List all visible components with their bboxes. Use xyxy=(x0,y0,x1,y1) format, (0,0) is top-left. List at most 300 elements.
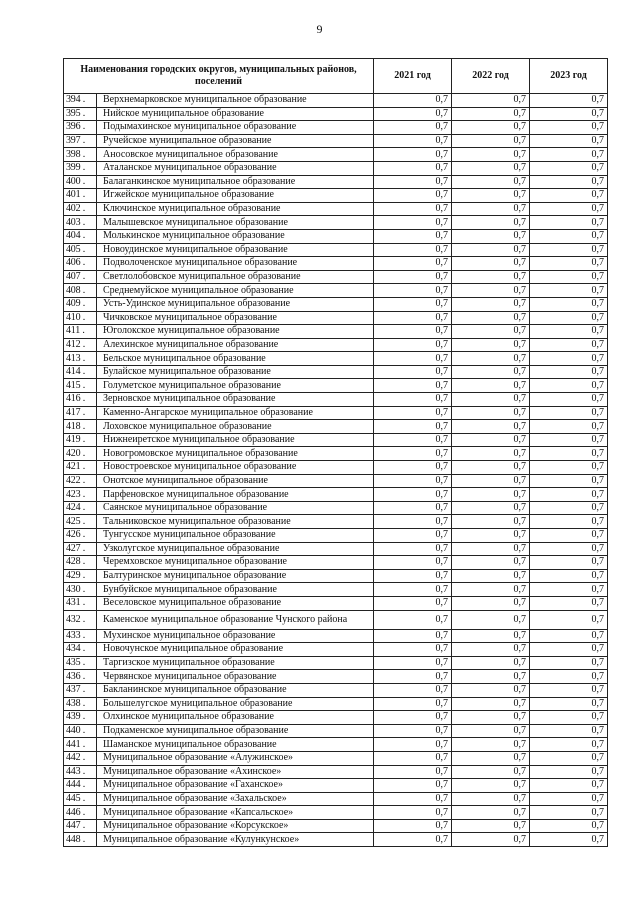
municipality-name: Саянское муниципальное образование xyxy=(97,501,374,515)
table-header-row xyxy=(64,59,608,94)
value-2023: 0,7 xyxy=(530,257,608,271)
municipality-name: Алехинское муниципальное образование xyxy=(97,338,374,352)
value-2022: 0,7 xyxy=(452,189,530,203)
value-2021: 0,7 xyxy=(374,229,452,243)
table-row xyxy=(64,257,608,271)
value-2023: 0,7 xyxy=(530,711,608,725)
row-number: 417 . xyxy=(64,406,97,420)
table-row xyxy=(64,461,608,475)
value-2021: 0,7 xyxy=(374,216,452,230)
value-2021: 0,7 xyxy=(374,352,452,366)
table-row xyxy=(64,569,608,583)
municipality-name: Булайское муниципальное образование xyxy=(97,365,374,379)
municipality-name: Муниципальное образование «Захальское» xyxy=(97,792,374,806)
value-2022: 0,7 xyxy=(452,229,530,243)
row-number: 416 . xyxy=(64,393,97,407)
table-body xyxy=(64,94,608,847)
value-2021: 0,7 xyxy=(374,515,452,529)
value-2023: 0,7 xyxy=(530,724,608,738)
value-2023: 0,7 xyxy=(530,297,608,311)
value-2023: 0,7 xyxy=(530,501,608,515)
municipality-name: Ключинское муниципальное образование xyxy=(97,202,374,216)
table-row xyxy=(64,515,608,529)
municipality-name: Муниципальное образование «Капсальское» xyxy=(97,806,374,820)
municipality-name: Нижнеиретское муниципальное образование xyxy=(97,433,374,447)
municipality-name: Узколугское муниципальное образование xyxy=(97,542,374,556)
row-number: 409 . xyxy=(64,297,97,311)
value-2021: 0,7 xyxy=(374,365,452,379)
municipality-name: Большелугское муниципальное образование xyxy=(97,697,374,711)
municipality-name: Червянское муниципальное образование xyxy=(97,670,374,684)
municipality-name: Каменское муниципальное образование Чунского района xyxy=(97,610,374,629)
municipality-name: Зерновское муниципальное образование xyxy=(97,393,374,407)
value-2021: 0,7 xyxy=(374,202,452,216)
row-number: 397 . xyxy=(64,134,97,148)
municipality-name: Подкаменское муниципальное образование xyxy=(97,724,374,738)
value-2022: 0,7 xyxy=(452,270,530,284)
value-2022: 0,7 xyxy=(452,697,530,711)
municipality-name: Светлолобовское муниципальное образование xyxy=(97,270,374,284)
header-2023: 2023 год xyxy=(530,59,608,94)
value-2022: 0,7 xyxy=(452,175,530,189)
row-number: 418 . xyxy=(64,420,97,434)
value-2022: 0,7 xyxy=(452,610,530,629)
table-row xyxy=(64,819,608,833)
value-2021: 0,7 xyxy=(374,94,452,108)
row-number: 446 . xyxy=(64,806,97,820)
table-row xyxy=(64,792,608,806)
row-number: 410 . xyxy=(64,311,97,325)
value-2023: 0,7 xyxy=(530,806,608,820)
value-2022: 0,7 xyxy=(452,738,530,752)
value-2021: 0,7 xyxy=(374,257,452,271)
municipality-name: Веселовское муниципальное образование xyxy=(97,596,374,610)
value-2023: 0,7 xyxy=(530,284,608,298)
municipality-name: Игжейское муниципальное образование xyxy=(97,189,374,203)
value-2022: 0,7 xyxy=(452,542,530,556)
value-2022: 0,7 xyxy=(452,629,530,643)
table-row xyxy=(64,229,608,243)
value-2021: 0,7 xyxy=(374,629,452,643)
municipality-name: Новоудинское муниципальное образование xyxy=(97,243,374,257)
value-2022: 0,7 xyxy=(452,501,530,515)
value-2023: 0,7 xyxy=(530,488,608,502)
municipality-name: Подымахинское муниципальное образование xyxy=(97,121,374,135)
value-2023: 0,7 xyxy=(530,556,608,570)
municipality-name: Черемховское муниципальное образование xyxy=(97,556,374,570)
value-2021: 0,7 xyxy=(374,643,452,657)
value-2021: 0,7 xyxy=(374,610,452,629)
row-number: 402 . xyxy=(64,202,97,216)
value-2022: 0,7 xyxy=(452,393,530,407)
table-row xyxy=(64,433,608,447)
table-row xyxy=(64,629,608,643)
value-2021: 0,7 xyxy=(374,670,452,684)
value-2023: 0,7 xyxy=(530,202,608,216)
value-2023: 0,7 xyxy=(530,697,608,711)
value-2021: 0,7 xyxy=(374,474,452,488)
row-number: 433 . xyxy=(64,629,97,643)
value-2021: 0,7 xyxy=(374,583,452,597)
value-2023: 0,7 xyxy=(530,134,608,148)
value-2021: 0,7 xyxy=(374,697,452,711)
municipality-name: Тальниковское муниципальное образование xyxy=(97,515,374,529)
value-2023: 0,7 xyxy=(530,338,608,352)
municipality-name: Муниципальное образование «Алужинское» xyxy=(97,751,374,765)
table-row xyxy=(64,121,608,135)
row-number: 430 . xyxy=(64,583,97,597)
table-row xyxy=(64,284,608,298)
value-2023: 0,7 xyxy=(530,379,608,393)
value-2023: 0,7 xyxy=(530,393,608,407)
value-2022: 0,7 xyxy=(452,284,530,298)
table-row xyxy=(64,311,608,325)
table-row xyxy=(64,501,608,515)
row-number: 407 . xyxy=(64,270,97,284)
row-number: 424 . xyxy=(64,501,97,515)
row-number: 425 . xyxy=(64,515,97,529)
municipality-name: Муниципальное образование «Корсукское» xyxy=(97,819,374,833)
value-2023: 0,7 xyxy=(530,529,608,543)
value-2021: 0,7 xyxy=(374,724,452,738)
row-number: 403 . xyxy=(64,216,97,230)
value-2023: 0,7 xyxy=(530,121,608,135)
table-row xyxy=(64,189,608,203)
row-number: 428 . xyxy=(64,556,97,570)
row-number: 406 . xyxy=(64,257,97,271)
row-number: 442 . xyxy=(64,751,97,765)
value-2023: 0,7 xyxy=(530,161,608,175)
value-2021: 0,7 xyxy=(374,765,452,779)
value-2022: 0,7 xyxy=(452,216,530,230)
value-2021: 0,7 xyxy=(374,148,452,162)
row-number: 422 . xyxy=(64,474,97,488)
value-2023: 0,7 xyxy=(530,270,608,284)
municipality-name: Каменно-Ангарское муниципальное образование xyxy=(97,406,374,420)
value-2023: 0,7 xyxy=(530,107,608,121)
municipality-name: Олхинское муниципальное образование xyxy=(97,711,374,725)
header-2021: 2021 год xyxy=(374,59,452,94)
value-2022: 0,7 xyxy=(452,94,530,108)
value-2023: 0,7 xyxy=(530,474,608,488)
municipality-name: Новочунское муниципальное образование xyxy=(97,643,374,657)
table-row xyxy=(64,711,608,725)
table-row xyxy=(64,148,608,162)
municipal-coefficients-table xyxy=(63,58,608,847)
municipality-name: Муниципальное образование «Кулункунское» xyxy=(97,833,374,847)
row-number: 431 . xyxy=(64,596,97,610)
value-2022: 0,7 xyxy=(452,461,530,475)
row-number: 439 . xyxy=(64,711,97,725)
row-number: 429 . xyxy=(64,569,97,583)
value-2023: 0,7 xyxy=(530,311,608,325)
value-2021: 0,7 xyxy=(374,338,452,352)
value-2023: 0,7 xyxy=(530,629,608,643)
value-2022: 0,7 xyxy=(452,202,530,216)
value-2023: 0,7 xyxy=(530,325,608,339)
value-2023: 0,7 xyxy=(530,216,608,230)
value-2022: 0,7 xyxy=(452,257,530,271)
value-2023: 0,7 xyxy=(530,94,608,108)
row-number: 441 . xyxy=(64,738,97,752)
value-2022: 0,7 xyxy=(452,819,530,833)
value-2023: 0,7 xyxy=(530,148,608,162)
municipality-name: Муниципальное образование «Гаханское» xyxy=(97,779,374,793)
value-2022: 0,7 xyxy=(452,148,530,162)
value-2021: 0,7 xyxy=(374,379,452,393)
value-2022: 0,7 xyxy=(452,338,530,352)
row-number: 435 . xyxy=(64,656,97,670)
municipality-name: Голуметское муниципальное образование xyxy=(97,379,374,393)
page-number: 9 xyxy=(316,22,323,36)
value-2021: 0,7 xyxy=(374,542,452,556)
header-2022: 2022 год xyxy=(452,59,530,94)
value-2021: 0,7 xyxy=(374,284,452,298)
municipality-name: Онотское муниципальное образование xyxy=(97,474,374,488)
value-2022: 0,7 xyxy=(452,365,530,379)
municipality-name: Усть-Удинское муниципальное образование xyxy=(97,297,374,311)
municipality-name: Таргизское муниципальное образование xyxy=(97,656,374,670)
value-2023: 0,7 xyxy=(530,447,608,461)
table-row xyxy=(64,447,608,461)
municipality-name: Юголокское муниципальное образование xyxy=(97,325,374,339)
value-2022: 0,7 xyxy=(452,243,530,257)
table-row xyxy=(64,365,608,379)
value-2023: 0,7 xyxy=(530,433,608,447)
value-2021: 0,7 xyxy=(374,656,452,670)
value-2021: 0,7 xyxy=(374,447,452,461)
municipality-name: Парфеновское муниципальное образование xyxy=(97,488,374,502)
value-2022: 0,7 xyxy=(452,556,530,570)
value-2022: 0,7 xyxy=(452,352,530,366)
value-2023: 0,7 xyxy=(530,515,608,529)
row-number: 432 . xyxy=(64,610,97,629)
municipality-name: Тунгусское муниципальное образование xyxy=(97,529,374,543)
municipality-name: Бакланинское муниципальное образование xyxy=(97,683,374,697)
municipality-name: Балтуринское муниципальное образование xyxy=(97,569,374,583)
value-2021: 0,7 xyxy=(374,175,452,189)
value-2022: 0,7 xyxy=(452,751,530,765)
municipality-name: Аносовское муниципальное образование xyxy=(97,148,374,162)
value-2023: 0,7 xyxy=(530,819,608,833)
table-row xyxy=(64,683,608,697)
table-row xyxy=(64,529,608,543)
value-2023: 0,7 xyxy=(530,569,608,583)
value-2021: 0,7 xyxy=(374,556,452,570)
municipality-name: Верхнемарковское муниципальное образование xyxy=(97,94,374,108)
table-row xyxy=(64,161,608,175)
table-row xyxy=(64,670,608,684)
municipality-name: Лоховское муниципальное образование xyxy=(97,420,374,434)
table-row xyxy=(64,779,608,793)
value-2023: 0,7 xyxy=(530,542,608,556)
table-row xyxy=(64,338,608,352)
value-2021: 0,7 xyxy=(374,488,452,502)
municipality-name: Ручейское муниципальное образование xyxy=(97,134,374,148)
table-row xyxy=(64,751,608,765)
value-2022: 0,7 xyxy=(452,711,530,725)
value-2022: 0,7 xyxy=(452,474,530,488)
table-row xyxy=(64,474,608,488)
table-row xyxy=(64,297,608,311)
municipality-name: Мухинское муниципальное образование xyxy=(97,629,374,643)
row-number: 445 . xyxy=(64,792,97,806)
row-number: 401 . xyxy=(64,189,97,203)
value-2021: 0,7 xyxy=(374,738,452,752)
value-2021: 0,7 xyxy=(374,833,452,847)
row-number: 413 . xyxy=(64,352,97,366)
municipality-name: Аталанское муниципальное образование xyxy=(97,161,374,175)
value-2022: 0,7 xyxy=(452,779,530,793)
table-row xyxy=(64,610,608,629)
value-2021: 0,7 xyxy=(374,596,452,610)
value-2023: 0,7 xyxy=(530,833,608,847)
row-number: 404 . xyxy=(64,229,97,243)
municipality-name: Малышевское муниципальное образование xyxy=(97,216,374,230)
value-2022: 0,7 xyxy=(452,121,530,135)
value-2021: 0,7 xyxy=(374,751,452,765)
value-2021: 0,7 xyxy=(374,501,452,515)
table-row xyxy=(64,697,608,711)
value-2021: 0,7 xyxy=(374,189,452,203)
table-row xyxy=(64,216,608,230)
table-row xyxy=(64,643,608,657)
value-2021: 0,7 xyxy=(374,393,452,407)
value-2021: 0,7 xyxy=(374,107,452,121)
value-2022: 0,7 xyxy=(452,297,530,311)
value-2022: 0,7 xyxy=(452,134,530,148)
value-2022: 0,7 xyxy=(452,683,530,697)
row-number: 399 . xyxy=(64,161,97,175)
value-2023: 0,7 xyxy=(530,175,608,189)
value-2022: 0,7 xyxy=(452,765,530,779)
municipality-name: Чичковское муниципальное образование xyxy=(97,311,374,325)
municipality-name: Бельское муниципальное образование xyxy=(97,352,374,366)
value-2022: 0,7 xyxy=(452,420,530,434)
value-2022: 0,7 xyxy=(452,656,530,670)
value-2023: 0,7 xyxy=(530,779,608,793)
table-row xyxy=(64,134,608,148)
value-2022: 0,7 xyxy=(452,833,530,847)
row-number: 419 . xyxy=(64,433,97,447)
row-number: 423 . xyxy=(64,488,97,502)
row-number: 408 . xyxy=(64,284,97,298)
value-2023: 0,7 xyxy=(530,243,608,257)
value-2022: 0,7 xyxy=(452,596,530,610)
table-row xyxy=(64,243,608,257)
value-2022: 0,7 xyxy=(452,406,530,420)
value-2023: 0,7 xyxy=(530,229,608,243)
value-2023: 0,7 xyxy=(530,765,608,779)
row-number: 443 . xyxy=(64,765,97,779)
row-number: 426 . xyxy=(64,529,97,543)
municipality-name: Муниципальное образование «Ахинское» xyxy=(97,765,374,779)
table-row xyxy=(64,738,608,752)
table-row xyxy=(64,175,608,189)
table-row xyxy=(64,583,608,597)
row-number: 395 . xyxy=(64,107,97,121)
value-2022: 0,7 xyxy=(452,529,530,543)
municipality-name: Нийское муниципальное образование xyxy=(97,107,374,121)
value-2021: 0,7 xyxy=(374,792,452,806)
value-2021: 0,7 xyxy=(374,270,452,284)
table-row xyxy=(64,393,608,407)
table-row xyxy=(64,352,608,366)
row-number: 398 . xyxy=(64,148,97,162)
value-2021: 0,7 xyxy=(374,243,452,257)
table-row xyxy=(64,406,608,420)
municipality-name: Новогромовское муниципальное образование xyxy=(97,447,374,461)
value-2023: 0,7 xyxy=(530,596,608,610)
value-2021: 0,7 xyxy=(374,711,452,725)
value-2023: 0,7 xyxy=(530,792,608,806)
value-2022: 0,7 xyxy=(452,583,530,597)
value-2021: 0,7 xyxy=(374,461,452,475)
row-number: 444 . xyxy=(64,779,97,793)
value-2022: 0,7 xyxy=(452,311,530,325)
table-row xyxy=(64,556,608,570)
value-2022: 0,7 xyxy=(452,488,530,502)
municipality-name: Шаманское муниципальное образование xyxy=(97,738,374,752)
value-2021: 0,7 xyxy=(374,406,452,420)
table-row xyxy=(64,107,608,121)
value-2023: 0,7 xyxy=(530,610,608,629)
value-2021: 0,7 xyxy=(374,311,452,325)
row-number: 447 . xyxy=(64,819,97,833)
value-2022: 0,7 xyxy=(452,806,530,820)
municipality-name: Бунбуйское муниципальное образование xyxy=(97,583,374,597)
value-2021: 0,7 xyxy=(374,420,452,434)
value-2021: 0,7 xyxy=(374,297,452,311)
value-2022: 0,7 xyxy=(452,433,530,447)
value-2023: 0,7 xyxy=(530,738,608,752)
value-2022: 0,7 xyxy=(452,643,530,657)
row-number: 440 . xyxy=(64,724,97,738)
row-number: 436 . xyxy=(64,670,97,684)
value-2021: 0,7 xyxy=(374,134,452,148)
municipality-name: Новостроевское муниципальное образование xyxy=(97,461,374,475)
row-number: 400 . xyxy=(64,175,97,189)
row-number: 394 . xyxy=(64,94,97,108)
value-2022: 0,7 xyxy=(452,447,530,461)
value-2023: 0,7 xyxy=(530,643,608,657)
value-2022: 0,7 xyxy=(452,724,530,738)
value-2023: 0,7 xyxy=(530,656,608,670)
value-2021: 0,7 xyxy=(374,683,452,697)
value-2021: 0,7 xyxy=(374,433,452,447)
value-2022: 0,7 xyxy=(452,107,530,121)
municipality-name: Молькинское муниципальное образование xyxy=(97,229,374,243)
table-row xyxy=(64,325,608,339)
table-row xyxy=(64,94,608,108)
municipality-name: Среднемуйское муниципальное образование xyxy=(97,284,374,298)
value-2023: 0,7 xyxy=(530,189,608,203)
table-row xyxy=(64,765,608,779)
table-row xyxy=(64,488,608,502)
row-number: 405 . xyxy=(64,243,97,257)
value-2023: 0,7 xyxy=(530,751,608,765)
row-number: 427 . xyxy=(64,542,97,556)
value-2022: 0,7 xyxy=(452,792,530,806)
value-2022: 0,7 xyxy=(452,379,530,393)
value-2023: 0,7 xyxy=(530,365,608,379)
row-number: 415 . xyxy=(64,379,97,393)
table-row xyxy=(64,833,608,847)
table-row xyxy=(64,724,608,738)
header-name: Наименования городских округов, муниципальных районов, поселений xyxy=(64,59,374,94)
value-2022: 0,7 xyxy=(452,515,530,529)
value-2021: 0,7 xyxy=(374,121,452,135)
